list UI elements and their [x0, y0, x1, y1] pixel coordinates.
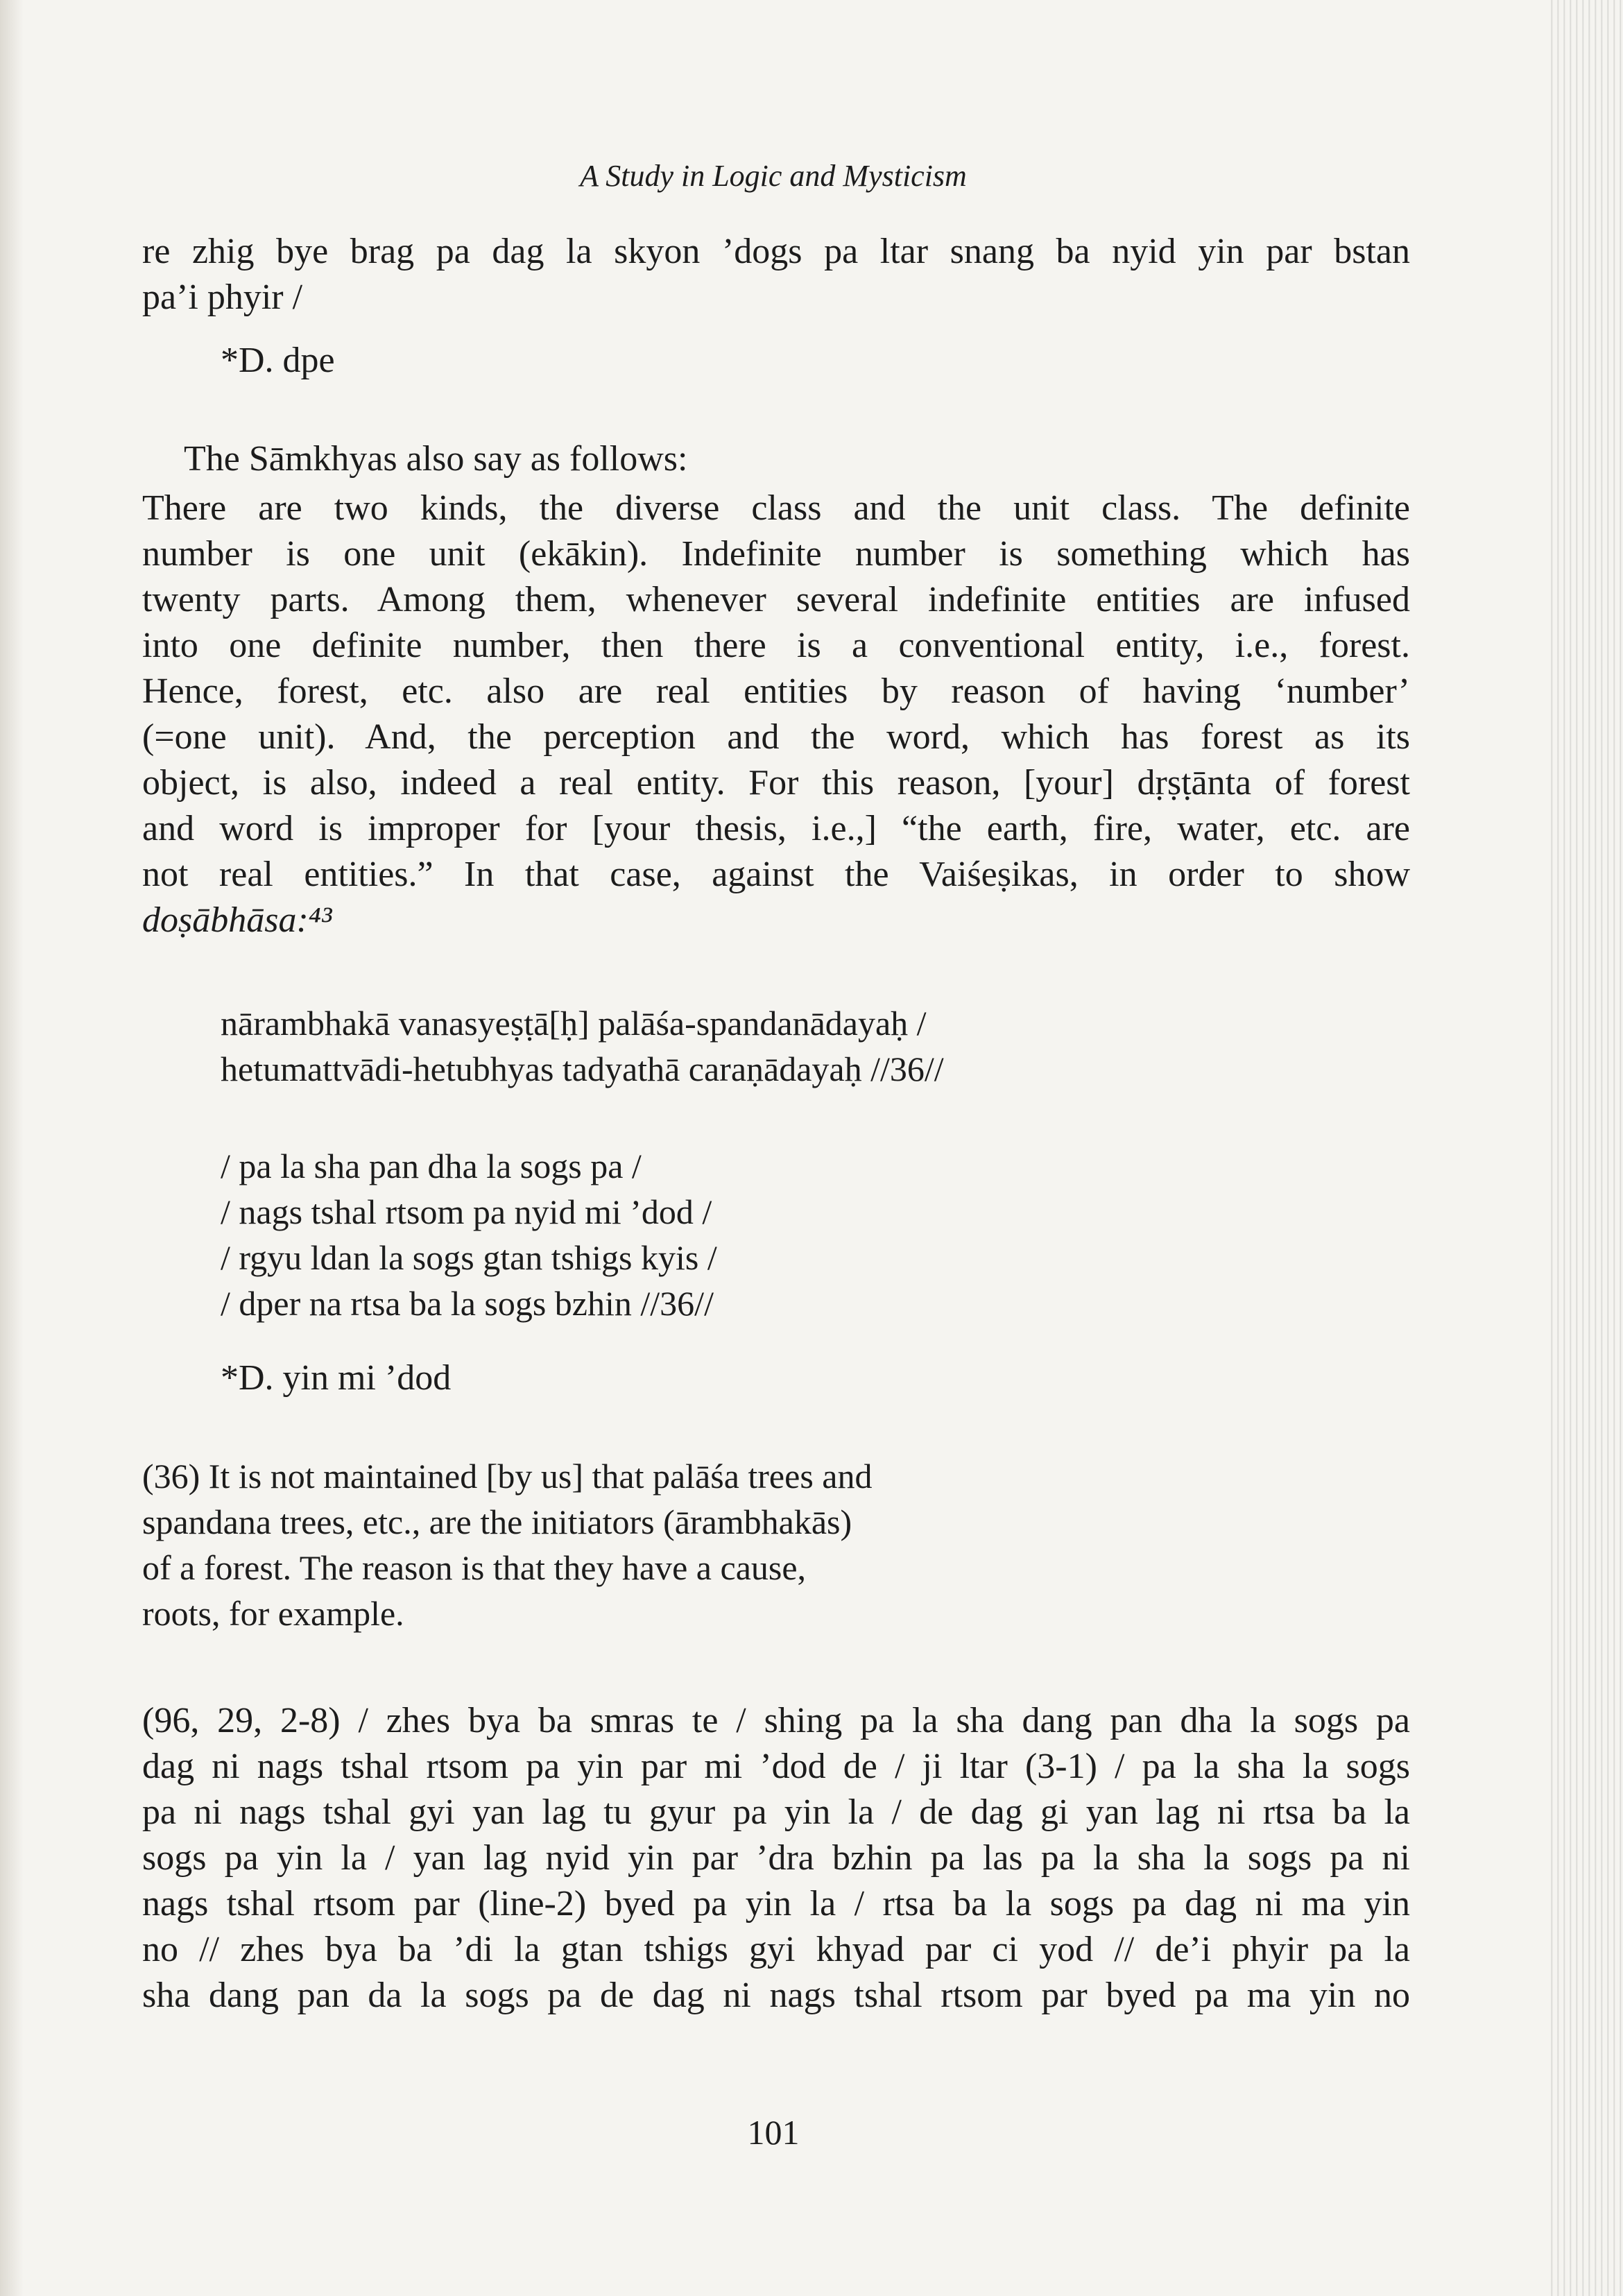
page-number: 101: [747, 2113, 800, 2152]
translation-36: [142, 1453, 872, 1636]
tibetan-intro-line-2: pa’i phyir /: [142, 277, 303, 317]
samkhya-line-1: There are two kinds, the diverse class and the unit class. The definite: [142, 488, 1410, 528]
commentary-line-5: nags tshal rtsom par (line-2) byed pa yin la / rtsa ba la sogs pa dag ni ma yin: [142, 1884, 1410, 1924]
samkhya-line-10: doṣābhāsa:⁴³: [142, 900, 332, 940]
tibetan-verse: [221, 1143, 717, 1326]
commentary-line-2: dag ni nags tshal rtsom pa yin par mi ’dod de / ji ltar (3-1) / pa la sha la sogs: [142, 1747, 1410, 1786]
translation-line-2: spandana trees, etc., are the initiators (ārambhakās): [142, 1502, 852, 1541]
tibetan-intro: [142, 229, 1410, 320]
samkhya-line-3: twenty parts. Among them, whenever several indefinite entities are infused: [142, 580, 1410, 619]
tibetan-verse-line-2: / nags tshal rtsom pa nyid mi ’dod /: [221, 1192, 712, 1231]
translation-line-3: of a forest. The reason is that they have a cause,: [142, 1548, 807, 1587]
commentary-line-7: sha dang pan da la sogs pa de dag ni nags tshal rtsom par byed pa ma yin no: [142, 1976, 1410, 2015]
samkhya-line-7: object, is also, indeed a real entity. For this reason, [your] dṛṣṭānta of forest: [142, 763, 1410, 803]
samkhya-line-5: Hence, forest, etc. also are real entities by reason of having ‘number’: [142, 671, 1410, 711]
samkhya-line-2: number is one unit (ekākin). Indefinite number is something which has: [142, 534, 1410, 574]
commentary-line-3: pa ni nags tshal gyi yan lag tu gyur pa yin la / de dag gi yan lag ni rtsa ba la: [142, 1792, 1410, 1832]
translation-line-1: (36) It is not maintained [by us] that palāśa trees and: [142, 1457, 873, 1496]
running-head: A Study in Logic and Mysticism: [580, 159, 967, 193]
samkhya-intro: The Sāmkhyas also say as follows:: [184, 439, 688, 479]
tibetan-verse-line-4: / dper na rtsa ba la sogs bzhin //36//: [221, 1284, 714, 1323]
note-2: *D. yin mi ’dod: [221, 1358, 452, 1398]
page-shadow-left: [0, 0, 24, 2296]
page-edge-right: [1547, 0, 1623, 2296]
commentary-line-1: (96, 29, 2-8) / zhes bya ba smras te / shing pa la sha dang pan dha la sogs pa: [142, 1701, 1410, 1740]
commentary-line-4: sogs pa yin la / yan lag nyid yin par ’dra bzhin pa las pa la sha la sogs pa ni: [142, 1838, 1410, 1878]
samkhya-paragraph: [142, 486, 1410, 943]
sanskrit-verse-line-2: hetumattvādi-hetubhyas tadyathā caraṇādayaḥ //36//: [221, 1050, 944, 1088]
samkhya-line-9: not real entities.” In that case, against the Vaiśeṣikas, in order to show: [142, 855, 1410, 894]
tibetan-verse-line-3: / rgyu ldan la sogs gtan tshigs kyis /: [221, 1238, 717, 1277]
tibetan-verse-line-1: / pa la sha pan dha la sogs pa /: [221, 1147, 642, 1185]
sanskrit-verse-line-1: nārambhakā vanasyeṣṭā[ḥ] palāśa-spandanādayaḥ /: [221, 1004, 927, 1043]
samkhya-line-4: into one definite number, then there is a conventional entity, i.e., forest.: [142, 626, 1410, 665]
commentary-line-6: no // zhes bya ba ’di la gtan tshigs gyi khyad par ci yod // de’i phyir pa la: [142, 1930, 1410, 1969]
samkhya-line-6: (=one unit). And, the perception and the word, which has forest as its: [142, 717, 1410, 757]
sanskrit-verse: [221, 1000, 944, 1092]
commentary: [142, 1698, 1410, 2019]
tibetan-intro-line-1: re zhig bye brag pa dag la skyon ’dogs pa ltar snang ba nyid yin par bstan: [142, 232, 1410, 271]
note-1: *D. dpe: [221, 341, 335, 380]
samkhya-line-8: and word is improper for [your thesis, i.e.,] “the earth, fire, water, etc. are: [142, 809, 1410, 848]
translation-line-4: roots, for example.: [142, 1594, 404, 1633]
